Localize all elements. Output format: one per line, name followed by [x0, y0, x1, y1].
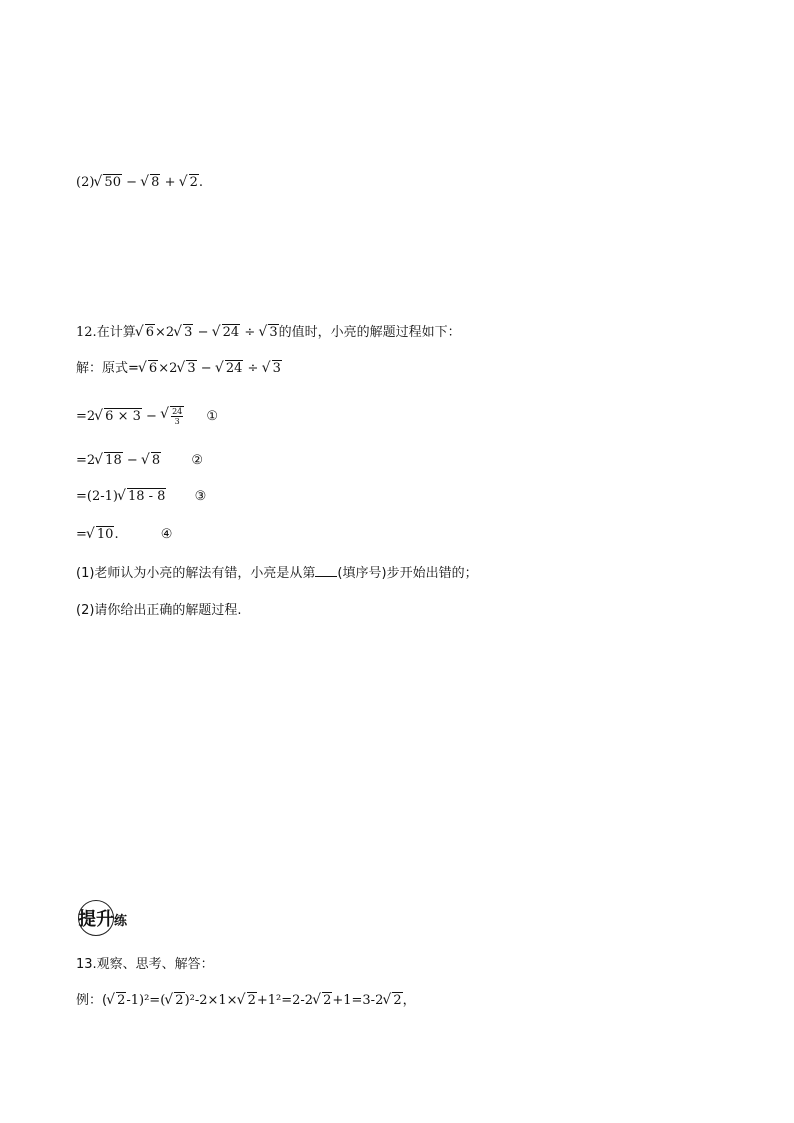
- sqrt-2: √ 2: [166, 992, 184, 1010]
- example-text: )²-2×1×: [184, 993, 238, 1008]
- operator: −: [200, 361, 212, 376]
- example-text: ，: [402, 993, 416, 1008]
- sqrt-24: √ 24: [217, 360, 244, 378]
- question-text: (2)请你给出正确的解题过程.: [76, 603, 242, 618]
- operator: +: [164, 175, 176, 190]
- step-prefix: =2: [76, 409, 96, 424]
- step-marker: ②: [191, 453, 203, 468]
- step-2: [76, 452, 203, 470]
- sqrt-3: √ 3: [260, 324, 278, 342]
- sqrt-6: √ 6: [137, 324, 155, 342]
- operator: −: [126, 175, 138, 190]
- operator: ÷: [244, 325, 256, 340]
- problem11-part2: [76, 174, 203, 192]
- intro-text: 在计算: [96, 325, 136, 340]
- example-text: 例：(: [76, 993, 108, 1008]
- step-prefix: =2: [76, 453, 96, 468]
- sqrt-3: √ 3: [175, 324, 193, 342]
- badge-main-text: 提升: [78, 909, 114, 930]
- sqrt-24: √ 24: [214, 324, 241, 342]
- sqrt-2: √ 2: [384, 992, 402, 1010]
- sqrt-3: √ 3: [264, 360, 282, 378]
- sqrt-2: √ 2: [181, 174, 199, 192]
- example-text: +1=3-2: [332, 993, 384, 1008]
- step-prefix: =(2-1): [76, 489, 118, 504]
- intro-text: 的值时，小亮的解题过程如下：: [278, 325, 461, 340]
- section-badge: [76, 898, 127, 938]
- numerator: √ 24: [172, 407, 183, 416]
- period: .: [114, 527, 119, 542]
- times: ×2: [154, 325, 175, 340]
- problem-number: 12.: [76, 325, 97, 340]
- sqrt-6: √ 6: [140, 360, 158, 378]
- step-1: [76, 406, 218, 426]
- denominator: 3: [174, 417, 180, 426]
- badge-text: [76, 905, 127, 931]
- solution-original: [76, 360, 282, 378]
- problem13-intro: [76, 956, 214, 974]
- sqrt-8: √ 8: [143, 452, 161, 470]
- step-marker: ③: [194, 489, 207, 504]
- step-3: [76, 488, 206, 506]
- period: .: [198, 175, 204, 190]
- badge-small-text: 练: [114, 914, 128, 929]
- operator: ÷: [247, 361, 259, 376]
- problem13-example: [76, 992, 416, 1010]
- solution-label: 解：原式=: [76, 361, 139, 376]
- sqrt-10: √ 10: [88, 526, 115, 544]
- sqrt-50: √ 50: [95, 174, 122, 192]
- operator: −: [126, 453, 138, 468]
- fraction: [171, 407, 183, 426]
- step-marker: ④: [160, 527, 173, 542]
- times: ×2: [158, 361, 178, 376]
- question-text: (填序号)步开始出错的；: [337, 566, 478, 581]
- sqrt-6x3: √ 6 × 3: [96, 408, 142, 426]
- step-prefix: =: [76, 527, 87, 542]
- sqrt-18: √ 18: [96, 452, 123, 470]
- question-2: [76, 602, 242, 620]
- operator: −: [146, 409, 157, 424]
- sqrt-8: √ 8: [142, 174, 160, 192]
- problem-intro: 13.观察、思考、解答：: [76, 957, 214, 972]
- sqrt-3: √ 3: [178, 360, 196, 378]
- example-text: +1²=2-2: [256, 993, 314, 1008]
- answer-blank[interactable]: [315, 564, 337, 577]
- problem12-intro: [76, 324, 461, 342]
- question-text: (1)老师认为小亮的解法有错，小亮是从第: [76, 566, 316, 581]
- sqrt-2: √ 2: [108, 992, 126, 1010]
- part-label: (2): [76, 175, 95, 190]
- step-4: [76, 526, 172, 544]
- operator: −: [197, 325, 209, 340]
- sqrt-2: √ 2: [314, 992, 332, 1010]
- step-marker: ①: [206, 409, 219, 424]
- sqrt-2: √ 2: [239, 992, 257, 1010]
- example-text: -1)²=(: [126, 993, 166, 1008]
- sqrt-fraction: [162, 406, 184, 426]
- question-1: [76, 564, 478, 583]
- sqrt-18-minus-8: √ 18 - 8: [119, 488, 166, 506]
